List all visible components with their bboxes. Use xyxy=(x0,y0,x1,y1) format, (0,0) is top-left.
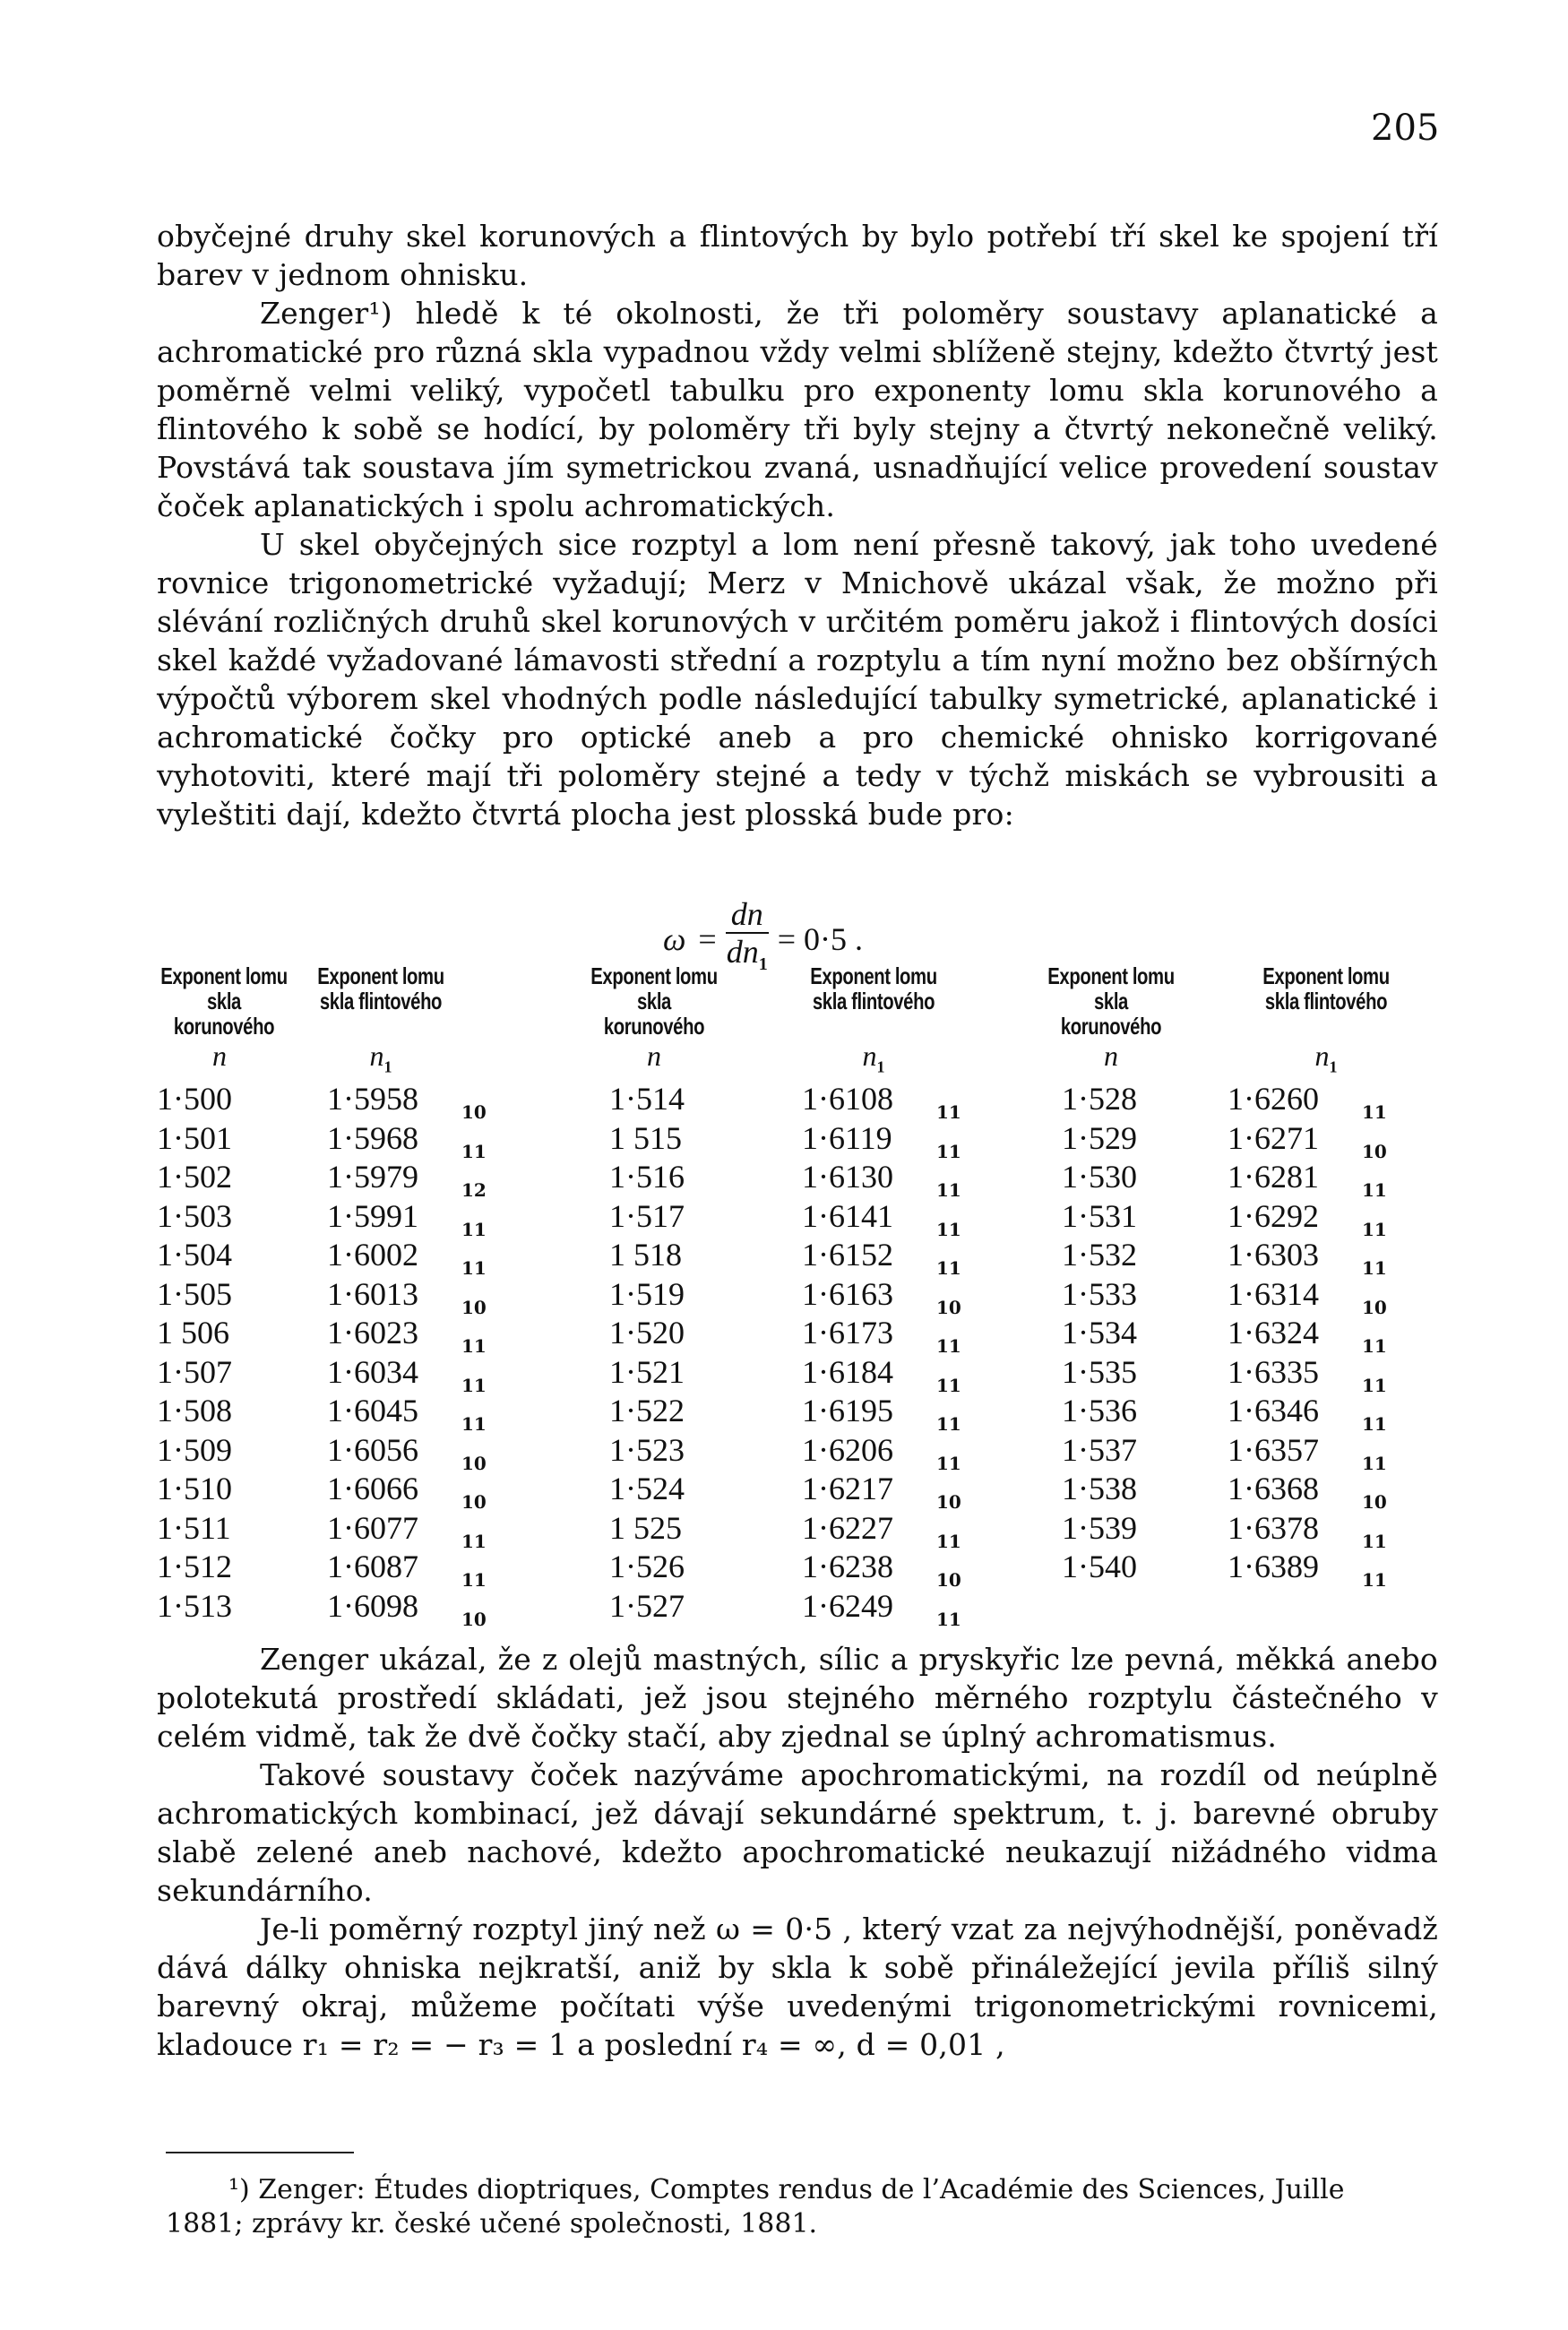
cell-difference: 11 xyxy=(461,1218,487,1240)
cell-n: 1·521 xyxy=(609,1353,685,1390)
cell-n: 1·529 xyxy=(1062,1119,1137,1156)
cell-difference: 11 xyxy=(461,1140,487,1162)
cell-n1: 1·6238 xyxy=(802,1549,893,1584)
column-header: Exponent lomu skla korunového xyxy=(1047,962,1175,1040)
page-number: 205 xyxy=(1371,108,1440,149)
cell-n: 1·505 xyxy=(157,1275,232,1312)
paragraph: obyčejné druhy skel korunových a flintových by bylo potřebí tří skel ke spojení tří barev v jednom ohnisku. xyxy=(157,219,1438,292)
cell-n: 1·538 xyxy=(1062,1471,1137,1506)
cell-n1: 1·6108 xyxy=(802,1081,893,1117)
cell-difference: 11 xyxy=(461,1257,487,1279)
cell-n1: 1·6141 xyxy=(802,1197,893,1234)
paragraph: Takové soustavy čoček nazýváme apochromatickými, na rozdíl od neúplně achromatických kombinací, jež dávají sekundárné spektrum, t. j. barevné obruby slabě zelené aneb nachové, kdežto apochromatické neukazují nižádného vidma sekundárního. xyxy=(157,1757,1438,1908)
cell-n: 1·526 xyxy=(609,1549,685,1584)
cell-n: 1 525 xyxy=(609,1509,682,1546)
cell-n: 1·523 xyxy=(609,1431,685,1468)
cell-n: 1·503 xyxy=(157,1197,232,1234)
cell-n: 1·533 xyxy=(1062,1275,1137,1312)
cell-n: 1·522 xyxy=(609,1393,685,1428)
cell-n: 1·531 xyxy=(1062,1197,1137,1234)
cell-difference: 11 xyxy=(461,1530,487,1552)
cell-n: 1·509 xyxy=(157,1431,232,1468)
cell-n1: 1·6357 xyxy=(1228,1431,1319,1468)
cell-n1: 1·6217 xyxy=(802,1471,893,1506)
cell-difference: 10 xyxy=(1362,1140,1387,1162)
cell-difference: 11 xyxy=(1362,1374,1387,1396)
cell-n: 1·539 xyxy=(1062,1509,1137,1546)
cell-n1: 1·6002 xyxy=(327,1237,418,1273)
cell-difference: 11 xyxy=(461,1335,487,1357)
cell-difference: 12 xyxy=(461,1179,487,1201)
cell-difference: 10 xyxy=(461,1296,487,1318)
cell-n: 1·512 xyxy=(157,1549,232,1584)
formula-fraction xyxy=(726,896,769,982)
symbol-n: n xyxy=(1104,1040,1118,1072)
cell-n1: 1·5958 xyxy=(327,1081,418,1117)
cell-difference: 10 xyxy=(461,1452,487,1474)
formula-denominator: $dn_1$ xyxy=(726,934,768,975)
cell-n: 1 506 xyxy=(157,1315,229,1351)
cell-n1: 1·6260 xyxy=(1228,1081,1319,1117)
formula-rhs: = 0·5 . xyxy=(777,921,864,958)
cell-n: 1 518 xyxy=(609,1237,682,1273)
cell-n1: 1·6034 xyxy=(327,1353,418,1390)
cell-n1: 1·6173 xyxy=(802,1315,893,1351)
cell-n1: 1·5968 xyxy=(327,1119,418,1156)
cell-difference: 11 xyxy=(936,1140,961,1162)
cell-difference: 11 xyxy=(936,1257,961,1279)
cell-n1: 1·6098 xyxy=(327,1587,418,1624)
cell-n1: 1·6346 xyxy=(1228,1393,1319,1428)
cell-n: 1·520 xyxy=(609,1315,685,1351)
cell-difference: 11 xyxy=(936,1452,961,1474)
footnote xyxy=(166,2173,1429,2241)
cell-n: 1·502 xyxy=(157,1159,232,1195)
cell-difference: 11 xyxy=(1362,1530,1387,1552)
cell-n1: 1·6368 xyxy=(1228,1471,1319,1506)
cell-n1: 1·5979 xyxy=(327,1159,418,1195)
column-header: Exponent lomu skla flintového xyxy=(317,962,444,1014)
cell-n1: 1·6281 xyxy=(1228,1159,1319,1195)
cell-difference: 11 xyxy=(936,1218,961,1240)
column-header: Exponent lomu skla flintového xyxy=(1262,962,1390,1014)
cell-difference: 11 xyxy=(936,1335,961,1357)
cell-difference: 11 xyxy=(1362,1413,1387,1435)
cell-n1: 1·6130 xyxy=(802,1159,893,1195)
symbol-n: n xyxy=(647,1040,661,1072)
cell-difference: 11 xyxy=(1362,1452,1387,1474)
footnote-line: 1881; zprávy kr. české učené společnosti, 1881. xyxy=(166,2208,818,2239)
cell-n: 1·535 xyxy=(1062,1353,1137,1390)
cell-difference: 10 xyxy=(461,1101,487,1123)
cell-n: 1·500 xyxy=(157,1081,232,1117)
cell-n1: 1·6324 xyxy=(1228,1315,1319,1351)
cell-difference: 10 xyxy=(1362,1491,1387,1513)
cell-n1: 1·6184 xyxy=(802,1353,893,1390)
cell-n: 1·510 xyxy=(157,1471,232,1506)
cell-difference: 11 xyxy=(936,1374,961,1396)
cell-n: 1·516 xyxy=(609,1159,685,1195)
cell-difference: 11 xyxy=(461,1374,487,1396)
column-header: Exponent lomu skla korunového xyxy=(590,962,718,1040)
cell-difference: 11 xyxy=(1362,1101,1387,1123)
cell-n1: 1·6013 xyxy=(327,1275,418,1312)
cell-n: 1·514 xyxy=(609,1081,685,1117)
cell-n: 1 515 xyxy=(609,1119,682,1156)
cell-n1: 1·6045 xyxy=(327,1393,418,1428)
formula-equals: = xyxy=(698,921,717,958)
footnote-line: ¹) Zenger: Études dioptriques, Comptes rendus de l’Académie des Sciences, Juille xyxy=(228,2174,1345,2205)
cell-n1: 1·6152 xyxy=(802,1237,893,1273)
cell-n: 1·540 xyxy=(1062,1549,1137,1584)
cell-n1: 1·6206 xyxy=(802,1431,893,1468)
cell-difference: 11 xyxy=(1362,1569,1387,1591)
cell-n1: 1·6056 xyxy=(327,1431,418,1468)
body-text-bottom xyxy=(157,1640,1438,2064)
cell-n1: 1·6335 xyxy=(1228,1353,1319,1390)
cell-n: 1·524 xyxy=(609,1471,685,1506)
cell-n1: 1·6227 xyxy=(802,1509,893,1546)
cell-difference: 11 xyxy=(936,1101,961,1123)
cell-difference: 10 xyxy=(1362,1296,1387,1318)
cell-n: 1·537 xyxy=(1062,1431,1137,1468)
cell-difference: 11 xyxy=(936,1608,961,1630)
cell-difference: 11 xyxy=(461,1413,487,1435)
formula-lhs: ω xyxy=(663,921,686,958)
cell-difference: 10 xyxy=(936,1491,961,1513)
cell-n1: 1·6066 xyxy=(327,1471,418,1506)
cell-difference: 10 xyxy=(461,1491,487,1513)
body-text-top xyxy=(157,217,1438,833)
symbol-n: n xyxy=(212,1040,227,1072)
cell-n1: 1·6314 xyxy=(1228,1275,1319,1312)
cell-n1: 1·6023 xyxy=(327,1315,418,1351)
cell-n: 1·501 xyxy=(157,1119,232,1156)
column-header: Exponent lomu skla korunového xyxy=(160,962,288,1040)
cell-difference: 11 xyxy=(1362,1335,1387,1357)
cell-n: 1·507 xyxy=(157,1353,232,1390)
cell-n: 1·536 xyxy=(1062,1393,1137,1428)
cell-n: 1·532 xyxy=(1062,1237,1137,1273)
cell-n1: 1·6303 xyxy=(1228,1237,1319,1273)
column-header: Exponent lomu skla flintového xyxy=(810,962,937,1014)
cell-n1: 1·5991 xyxy=(327,1197,418,1234)
cell-difference: 11 xyxy=(936,1530,961,1552)
formula-numerator: dn xyxy=(726,896,769,934)
cell-n: 1·508 xyxy=(157,1393,232,1428)
cell-difference: 11 xyxy=(936,1179,961,1201)
symbol-n1: $n_1$ xyxy=(862,1040,885,1076)
cell-n1: 1·6163 xyxy=(802,1275,893,1312)
cell-n: 1·534 xyxy=(1062,1315,1137,1351)
cell-difference: 11 xyxy=(461,1569,487,1591)
cell-n: 1·513 xyxy=(157,1587,232,1624)
paragraph: Je-li poměrný rozptyl jiný než ω = 0·5 , který vzat za nejvýhodnější, poněvadž dává dálky ohniska nejkratší, aniž by skla k sobě přináležející jevila příliš silný barevný okraj, můžeme počítati výše uvedenými trigonometrickými rovnicemi, kladouce r₁ = r₂ = − r₃ = 1 a poslední r₄ = ∞, d = 0,01 , xyxy=(157,1911,1438,2062)
footnote-divider xyxy=(166,2152,354,2153)
cell-n: 1·530 xyxy=(1062,1159,1137,1195)
cell-n1: 1·6077 xyxy=(327,1509,418,1546)
cell-n1: 1·6389 xyxy=(1228,1549,1319,1584)
cell-n1: 1·6119 xyxy=(802,1119,892,1156)
cell-n: 1·504 xyxy=(157,1237,232,1273)
cell-n: 1·528 xyxy=(1062,1081,1137,1117)
cell-n1: 1·6249 xyxy=(802,1587,893,1624)
paragraph: Zenger ukázal, že z olejů mastných, sílic a pryskyřic lze pevná, měkká anebo polotekutá prostředí skládati, jež jsou stejného měrného rozptylu částečného v celém vidmě, tak že dvě čočky stačí, aby zjednal se úplný achromatismus. xyxy=(157,1642,1438,1754)
symbol-n1: $n_1$ xyxy=(1314,1040,1338,1076)
symbol-n1: $n_1$ xyxy=(369,1040,392,1076)
cell-difference: 10 xyxy=(461,1608,487,1630)
cell-difference: 10 xyxy=(936,1569,961,1591)
cell-n1: 1·6195 xyxy=(802,1393,893,1428)
cell-difference: 10 xyxy=(936,1296,961,1318)
cell-n1: 1·6378 xyxy=(1228,1509,1319,1546)
paragraph: Zenger¹) hledě k té okolnosti, že tři poloměry soustavy aplanatické a achromatické pro různá skla vypadnou vždy velmi sblíženě stejny, kdežto čtvrtý jest poměrně velmi veliký, vypočetl tabulku pro exponenty lomu skla korunového a flintového k sobě se hodící, by poloměry tři byly stejny a čtvrtý nekonečně veliký. Povstává tak soustava jím symetrickou zvaná, usnadňující velice provedení soustav čoček aplanatických i spolu achromatických. xyxy=(157,296,1438,523)
cell-n: 1·527 xyxy=(609,1587,685,1624)
cell-n1: 1·6087 xyxy=(327,1549,418,1584)
cell-n1: 1·6292 xyxy=(1228,1197,1319,1234)
cell-n: 1·511 xyxy=(157,1509,231,1546)
paragraph: U skel obyčejných sice rozptyl a lom není přesně takový, jak toho uvedené rovnice trigonometrické vyžadují; Merz v Mnichově ukázal však, že možno při slévání rozličných druhů skel korunových v určitém poměru jakož i flintových dosíci skel každé vyžadované lámavosti střední a rozptylu a tím nyní možno bez obšírných výpočtů výborem skel vhodných podle následující tabulky symetrické, aplanatické i achromatické čočky pro optické aneb a pro chemické ohnisko korrigované vyhotoviti, které mají tři poloměry stejné a tedy v týchž miskách se vybrousiti a vyleštiti dají, kdežto čtvrtá plocha jest plosská bude pro: xyxy=(157,527,1438,832)
cell-difference: 11 xyxy=(1362,1218,1387,1240)
cell-difference: 11 xyxy=(936,1413,961,1435)
cell-n1: 1·6271 xyxy=(1228,1119,1319,1156)
cell-n: 1·519 xyxy=(609,1275,685,1312)
cell-difference: 11 xyxy=(1362,1257,1387,1279)
cell-difference: 11 xyxy=(1362,1179,1387,1201)
cell-n: 1·517 xyxy=(609,1197,685,1234)
